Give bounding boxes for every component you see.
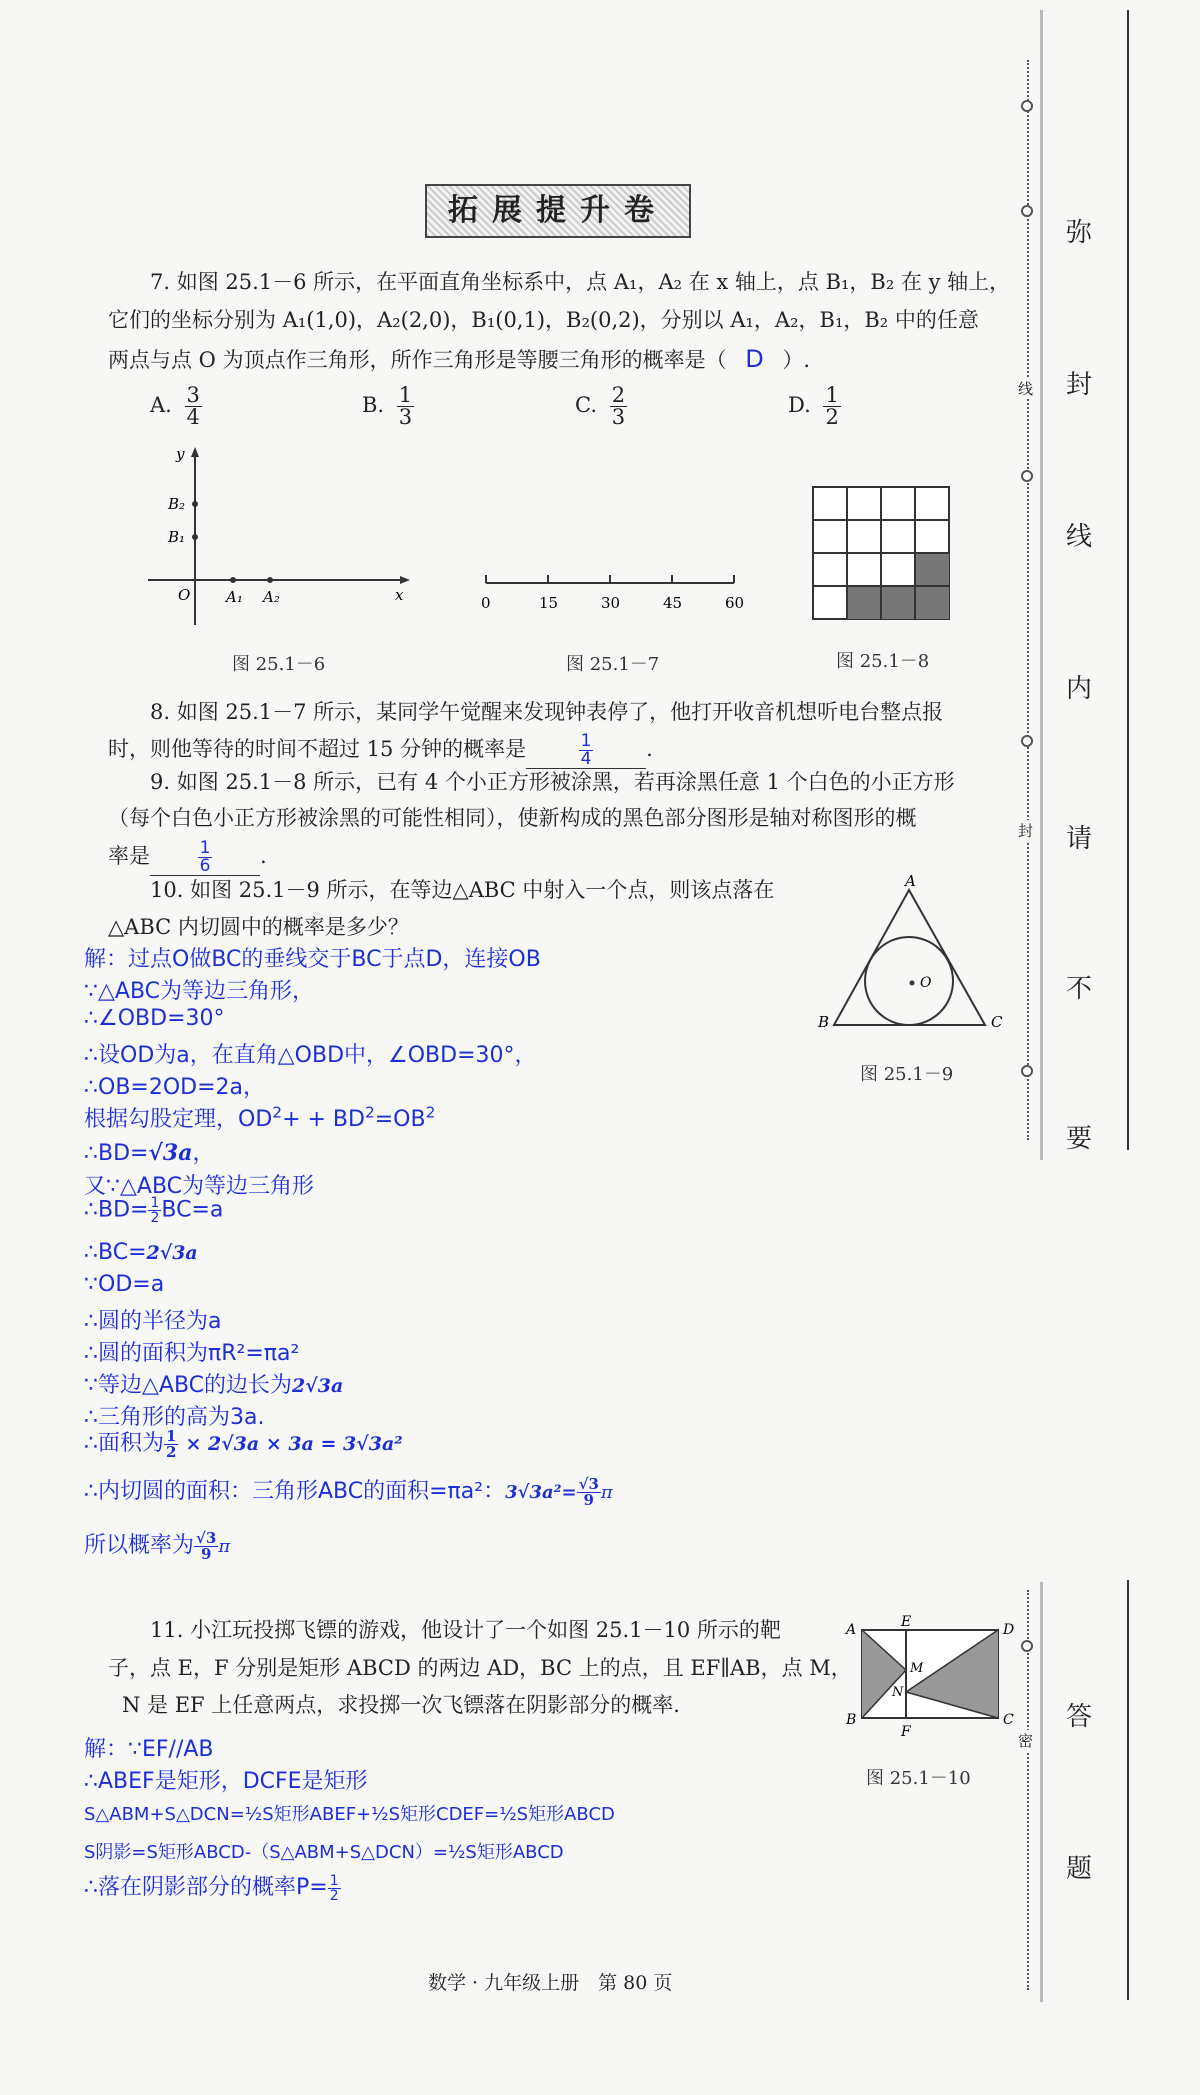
- sol10-line17: [84, 1474, 613, 1508]
- sol10-l9-frac: [148, 1196, 161, 1225]
- sol10-l16a: ∴面积为: [84, 1431, 164, 1456]
- sol10-l17-frac: [577, 1474, 601, 1509]
- fig10-b-label: B: [846, 1712, 857, 1728]
- option-c-label: C.: [575, 393, 597, 417]
- fig7-tick-45: 45: [663, 594, 683, 612]
- sol10-line10: [84, 1240, 198, 1265]
- q8-line2-text: 时，则他等待的时间不超过 15 分钟的概率是: [108, 737, 527, 761]
- fig10-d-label: D: [1003, 1622, 1015, 1638]
- q7-option-b: [362, 385, 414, 428]
- fig9-a-label: A: [905, 872, 916, 890]
- q9-line1: 9. 如图 25.1－8 所示，已有 4 个小正方形被涂黑，若再涂黑任意 1 个白色的小正方形: [150, 770, 955, 794]
- sol10-l6a: 根据勾股定理，OD: [84, 1107, 273, 1132]
- side-char-1: 弥: [1066, 218, 1093, 248]
- sol10-l7b: √3a: [148, 1140, 193, 1166]
- option-c-num: 2: [611, 383, 626, 407]
- q9-answer-den: 6: [199, 856, 211, 876]
- option-c-fraction: [610, 385, 627, 428]
- sol10-line14: [84, 1368, 343, 1399]
- binding-hole-1: [1021, 100, 1033, 112]
- sol11-line3: S△ABM+S△DCN=½S矩形ABEF+½S矩形CDEF=½S矩形ABCD: [84, 1804, 615, 1825]
- q8-blank: [526, 733, 646, 769]
- binding-line-bottom: [1127, 1580, 1129, 2000]
- q8-answer: [579, 733, 594, 768]
- sol10-line9: [84, 1196, 223, 1225]
- q10-line2: △ABC 内切圆中的概率是多少？: [108, 915, 409, 939]
- binding-hole-6: [1021, 1640, 1033, 1652]
- fig7-tick-0: 0: [481, 594, 491, 612]
- q7-line3-end: ）.: [782, 348, 811, 372]
- fig10-e-label: E: [901, 1614, 912, 1630]
- q11-line2: 子，点 E，F 分别是矩形 ABCD 的两边 AD，BC 上的点，且 EF∥AB，点 M，: [108, 1656, 852, 1680]
- side-char-5: 请: [1066, 824, 1093, 854]
- fig7-tick-60: 60: [725, 594, 745, 612]
- sol10-l6b: 2: [272, 1103, 283, 1122]
- binding-edge-top: [1040, 10, 1043, 1160]
- dotted-cut-line-top: [1027, 60, 1029, 1140]
- sol10-l18-frac: [194, 1528, 218, 1563]
- fig8-caption: 图 25.1－8: [836, 651, 930, 672]
- option-d-den: 2: [825, 405, 839, 429]
- option-b-den: 3: [398, 405, 413, 429]
- sol10-l9a: ∴BD=: [84, 1197, 149, 1223]
- fig10-m-label: M: [910, 1661, 924, 1676]
- q7-option-c: [575, 385, 627, 428]
- fig10-n-label: N: [892, 1685, 904, 1700]
- sol10-l17-num: √3: [578, 1474, 599, 1493]
- fig10-a-label: A: [846, 1622, 857, 1638]
- figure-25-1-10: [840, 1612, 1020, 1740]
- sol10-l9-den: 2: [150, 1210, 160, 1226]
- side-char-4: 内: [1066, 674, 1093, 704]
- option-d-label: D.: [788, 393, 811, 417]
- q10-line1: 10. 如图 25.1－9 所示，在等边△ABC 中射入一个点，则该点落在: [150, 878, 775, 902]
- sol11-line4: S阴影=S矩形ABCD-（S△ABM+S△DCN）=½S矩形ABCD: [84, 1842, 564, 1863]
- binding-edge-bottom: [1040, 1582, 1043, 2002]
- fig10-caption: 图 25.1－10: [866, 1768, 971, 1789]
- option-b-label: B.: [362, 393, 385, 417]
- q8-line1: 8. 如图 25.1－7 所示，某同学午觉醒来发现钟表停了，他打开收音机想听电台整点报: [150, 700, 944, 724]
- sol10-l16-num: 1: [166, 1426, 177, 1445]
- fig7-caption: 图 25.1－7: [566, 654, 660, 675]
- q8-answer-num: 1: [580, 731, 592, 751]
- figure-25-1-9: [815, 870, 1015, 1030]
- figure-25-1-6: [140, 445, 420, 635]
- sol10-line3: ∴∠OBD=30°: [84, 1006, 225, 1031]
- q7-line3: [108, 347, 810, 371]
- sol10-l16-den: 2: [166, 1442, 177, 1461]
- fig6-b2-label: B₂: [168, 495, 186, 513]
- sol10-l17-den: 9: [583, 1490, 594, 1509]
- binding-hole-4: [1021, 735, 1033, 747]
- side-char-9: 题: [1066, 1854, 1093, 1884]
- sol10-l18c: π: [218, 1536, 231, 1557]
- q7-option-d: [788, 385, 841, 428]
- q7-line2: 它们的坐标分别为 A₁(1,0)，A₂(2,0)，B₁(0,1)，B₂(0,2)，分别以 A₁，A₂，B₁，B₂ 中的任意: [108, 308, 979, 332]
- sol10-line12: ∴圆的半径为a: [84, 1309, 222, 1334]
- fig9-c-label: C: [991, 1013, 1003, 1030]
- fig6-caption: 图 25.1－6: [232, 654, 326, 675]
- sol10-l17b: 3√3a²=: [505, 1482, 577, 1503]
- option-a-label: A.: [150, 393, 172, 417]
- q9-answer: [198, 840, 213, 875]
- fig10-f-label: F: [901, 1724, 911, 1740]
- sol10-l10b: 2√3a: [146, 1242, 198, 1264]
- sol10-l18a: 所以概率为: [84, 1533, 195, 1558]
- fig10-c-label: C: [1003, 1712, 1014, 1728]
- option-a-num: 3: [186, 383, 200, 407]
- sol10-l16b: × 2√3a × 3a = 3√3a²: [185, 1433, 403, 1455]
- sol10-l6f: 2: [425, 1103, 436, 1122]
- q11-line1: 11. 小江玩投掷飞镖的游戏，他设计了一个如图 25.1－10 所示的靶: [150, 1618, 781, 1642]
- q7-line3-text: 两点与点 O 为顶点作三角形，所作三角形是等腰三角形的概率是（: [108, 348, 727, 372]
- q9-line3: [108, 840, 267, 876]
- side-small-3: 密: [1018, 1732, 1034, 1750]
- page-footer: 数学 · 九年级上册 第 80 页: [428, 1972, 673, 1994]
- sol10-line18: [84, 1528, 230, 1562]
- sol10-l7c: ，: [192, 1141, 215, 1166]
- sol10-l9-num: 1: [150, 1195, 160, 1211]
- fig7-tick-15: 15: [539, 594, 559, 612]
- option-b-fraction: [397, 385, 414, 428]
- sol10-l6c: + + BD: [282, 1107, 365, 1132]
- sol10-l18-num: √3: [196, 1528, 217, 1547]
- option-a-fraction: [185, 385, 202, 428]
- sol11-l5-frac: [328, 1874, 341, 1903]
- sol11-line5: [84, 1870, 341, 1903]
- sol10-line5: ∴OB=2OD=2a，: [84, 1075, 266, 1100]
- sol10-line4: ∴设OD为a，在直角△OBD中，∠OBD=30°，: [84, 1043, 537, 1068]
- q8-line2: [108, 733, 653, 769]
- side-char-2: 封: [1066, 370, 1093, 400]
- q9-line3-text: 率是: [108, 844, 150, 868]
- fig6-x-label: x: [395, 586, 404, 604]
- sol11-line1: 解：∵EF//AB: [84, 1737, 214, 1762]
- q9-line2: （每个白色小正方形被涂黑的可能性相同），使新构成的黑色部分图形是轴对称图形的概: [108, 806, 917, 830]
- fig6-o-label: O: [178, 586, 191, 604]
- sol10-l17c: π: [600, 1482, 613, 1503]
- q7-answer: D: [745, 345, 764, 373]
- binding-hole-5: [1021, 1065, 1033, 1077]
- fig9-caption: 图 25.1－9: [860, 1064, 954, 1085]
- sol10-l9b: BC=a: [161, 1197, 224, 1223]
- sol11-line2: ∴ABEF是矩形，DCFE是矩形: [84, 1769, 368, 1794]
- fig6-a2-label: A₂: [263, 588, 280, 606]
- binding-hole-2: [1021, 205, 1033, 217]
- side-char-8: 答: [1066, 1702, 1093, 1732]
- sol10-line6: [84, 1102, 435, 1133]
- binding-hole-3: [1021, 470, 1033, 482]
- sol10-line16: [84, 1426, 403, 1460]
- q9-blank: [150, 840, 260, 876]
- sol10-l7a: ∴BD=: [84, 1141, 149, 1166]
- sol10-l6e: =OB: [374, 1107, 426, 1132]
- fig6-y-label: y: [176, 445, 185, 463]
- sol10-line8: 又∵△ABC为等边三角形: [84, 1174, 315, 1199]
- fig6-b1-label: B₁: [168, 528, 186, 546]
- binding-line-top: [1127, 10, 1129, 1150]
- side-char-6: 不: [1066, 974, 1093, 1004]
- sol10-l14b: 2√3a: [292, 1375, 344, 1397]
- fig7-tick-30: 30: [601, 594, 621, 612]
- option-c-den: 3: [611, 405, 626, 429]
- sol10-l18-den: 9: [200, 1544, 212, 1563]
- fig9-o-label: O: [920, 975, 932, 991]
- sol10-line2: ∵△ABC为等边三角形，: [84, 979, 315, 1004]
- sol11-l5-num: 1: [329, 1872, 339, 1889]
- side-char-7: 要: [1066, 1124, 1093, 1154]
- q9-end: .: [260, 844, 267, 868]
- sol10-l14a: ∵等边△ABC的边长为: [84, 1373, 293, 1398]
- side-small-2: 封: [1018, 822, 1034, 840]
- figure-25-1-8: [812, 486, 956, 622]
- figure-25-1-7: [470, 565, 750, 615]
- sol10-line7: [84, 1136, 215, 1167]
- sol10-l6d: 2: [364, 1103, 375, 1122]
- side-char-3: 线: [1066, 522, 1093, 552]
- sol10-line11: ∵OD=a: [84, 1272, 165, 1297]
- sol10-l17a: ∴内切圆的面积：三角形ABC的面积=πa²：: [84, 1479, 506, 1504]
- fig6-a1-label: A₁: [226, 588, 243, 606]
- option-d-num: 1: [825, 383, 839, 407]
- option-d-fraction: [823, 385, 840, 428]
- option-a-den: 4: [186, 405, 200, 429]
- option-b-num: 1: [398, 383, 413, 407]
- sol10-line15: ∴三角形的高为3a.: [84, 1405, 265, 1430]
- q7-option-a: [150, 385, 202, 428]
- side-small-1: 线: [1018, 380, 1034, 398]
- sol11-l5-den: 2: [329, 1887, 339, 1904]
- q7-line1: 7. 如图 25.1－6 所示，在平面直角坐标系中，点 A₁，A₂ 在 x 轴上，点 B₁，B₂ 在 y 轴上，: [150, 270, 1011, 294]
- fig9-b-label: B: [818, 1013, 830, 1030]
- sol11-l5a: ∴落在阴影部分的概率P=: [84, 1875, 328, 1900]
- q11-line3: N 是 EF 上任意两点，求投掷一次飞镖落在阴影部分的概率.: [122, 1693, 680, 1717]
- sol10-line1: 解：过点O做BC的垂线交于BC于点D，连接OB: [84, 947, 541, 972]
- q8-end: .: [646, 737, 653, 761]
- sol10-l10a: ∴BC=: [84, 1240, 147, 1265]
- sol10-l16-frac: [164, 1426, 178, 1461]
- sol10-line13: ∴圆的面积为πR²=πa²: [84, 1341, 300, 1366]
- section-title: 拓展提升卷: [425, 184, 691, 238]
- q9-answer-num: 1: [199, 838, 211, 858]
- q8-answer-den: 4: [580, 749, 592, 769]
